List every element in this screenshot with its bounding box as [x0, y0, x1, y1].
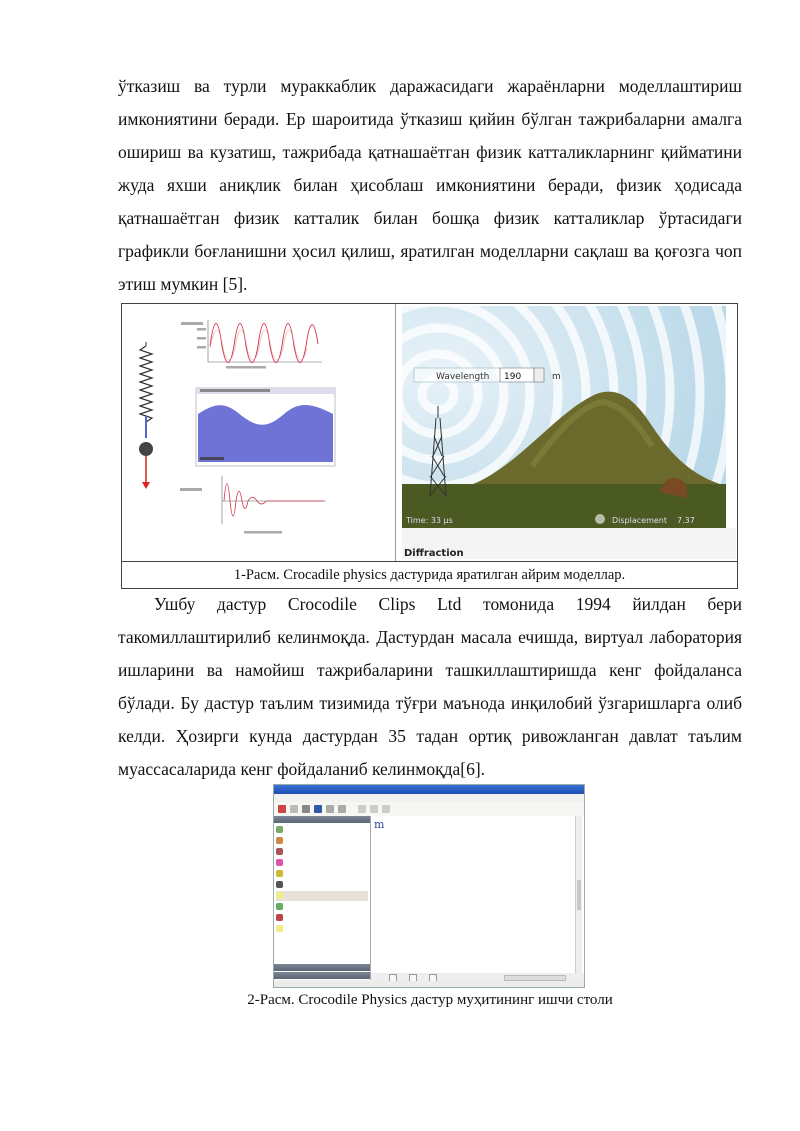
spring-oscillation-illustration	[126, 306, 392, 559]
diffraction-title: Diffraction	[404, 548, 464, 559]
wavelength-unit: m	[552, 372, 561, 382]
sidebar-item-selected[interactable]	[276, 891, 368, 901]
toolbar-button[interactable]	[382, 805, 390, 813]
toolbar-button[interactable]	[290, 805, 298, 813]
sidebar-item[interactable]	[276, 858, 368, 868]
folder-icon	[276, 892, 283, 899]
wave-panel	[196, 388, 335, 466]
figure-2-screenshot	[273, 784, 585, 988]
wavelength-control	[414, 368, 561, 382]
folder-icon	[276, 914, 283, 921]
spring-oscillation-panel	[126, 306, 392, 559]
paragraph-crocodile-clips: Ушбу дастур Crocodile Clips Ltd томонида 1994 йилдан бери такомиллаштирилиб келинмоқда. Дастурдан масала ечишда, виртуал лаборатория ишларини ва намойиш тажрибаларини ташкиллаштиришда кенг фойдаланса бўлади. Бу дастур таълим тизимида тўғри маънода инқилобий ўзгаришларга олиб келди. Ҳозирги кунда дастурдан 35 тадан ортиқ ривожланган давлат таълим муассасаларида кенг фойдаланиб келинмоқда[6].	[118, 594, 742, 779]
time-readout: Time: 33 µs	[406, 516, 453, 525]
toolbar-button[interactable]	[314, 805, 322, 813]
figure-1-separator	[395, 304, 396, 561]
toolbar-button[interactable]	[370, 805, 378, 813]
folder-icon	[276, 859, 283, 866]
bottom-graph	[180, 476, 326, 534]
sidebar-footer-header[interactable]	[274, 972, 370, 979]
diffraction-illustration	[402, 306, 736, 559]
sidebar-item[interactable]	[276, 836, 368, 846]
folder-icon	[276, 903, 283, 910]
sidebar-item[interactable]	[276, 902, 368, 912]
displacement-label: Displacement	[612, 516, 667, 525]
app-titlebar	[274, 785, 584, 794]
figure-1	[121, 303, 738, 589]
workspace-canvas[interactable]	[371, 816, 584, 973]
folder-icon	[276, 826, 283, 833]
sidebar-item[interactable]	[276, 847, 368, 857]
app-toolbar	[274, 802, 584, 817]
sidebar-footer-header[interactable]	[274, 964, 370, 971]
folder-icon	[276, 925, 283, 932]
paragraph-intro: ўтказиш ва турли мураккаблик даражасидаги жараёнларни моделлаштириш имкониятини беради. Ер шароитида ўтказиш қийин бўлган тажрибаларни амалга ошириш ва кузатиш, тажрибада қатнашаётган физик катталикларнинг қийматини жуда яхши аниқлик билан ҳисоблаш имкониятини беради, физик ҳодисада қатнашаётган физик катталик билан бошқа физик катталиклар ўртасидаги графикли боғланишни ҳосил қилиш, яратилган моделларни сақлаш ва қоғозга чоп этиш мумкин [5].	[118, 76, 742, 294]
figure-1-caption-divider	[122, 561, 737, 562]
sidebar-item[interactable]	[276, 913, 368, 923]
folder-icon	[276, 837, 283, 844]
sidebar-item[interactable]	[276, 825, 368, 835]
bottom-graph-curve	[224, 484, 324, 516]
wavelength-label: Wavelength	[436, 372, 490, 382]
app-statusbar	[274, 981, 584, 988]
vertical-scrollbar[interactable]	[575, 816, 582, 973]
toolbar-button[interactable]	[338, 805, 346, 813]
sidebar-item[interactable]	[276, 880, 368, 890]
top-graph-curve	[210, 324, 318, 363]
sidebar-header	[274, 816, 370, 823]
folder-icon	[276, 848, 283, 855]
displacement-value: 7.37	[677, 516, 695, 525]
diffraction-panel	[402, 306, 736, 559]
app-sidebar	[274, 816, 371, 980]
figure-2-caption: 2-Расм. Crocodile Physics дастур муҳитининг ишчи столи	[247, 992, 613, 1008]
figure-1-caption: 1-Расм. Crocadile physics дастурида яратилган айрим моделлар.	[233, 567, 626, 583]
app-menubar	[274, 794, 584, 802]
mass-ball	[139, 442, 153, 456]
canvas-letter: m	[374, 818, 385, 831]
wavelength-value[interactable]: 190	[504, 372, 522, 382]
toolbar-button[interactable]	[278, 805, 286, 813]
scroll-thumb[interactable]	[577, 880, 581, 910]
sidebar-item[interactable]	[276, 924, 368, 934]
sidebar-item[interactable]	[276, 869, 368, 879]
folder-icon	[276, 881, 283, 888]
toolbar-button[interactable]	[302, 805, 310, 813]
toolbar-button[interactable]	[326, 805, 334, 813]
folder-icon	[276, 870, 283, 877]
wavelength-stepper[interactable]	[534, 368, 544, 382]
toolbar-button[interactable]	[358, 805, 366, 813]
top-graph	[181, 320, 322, 369]
